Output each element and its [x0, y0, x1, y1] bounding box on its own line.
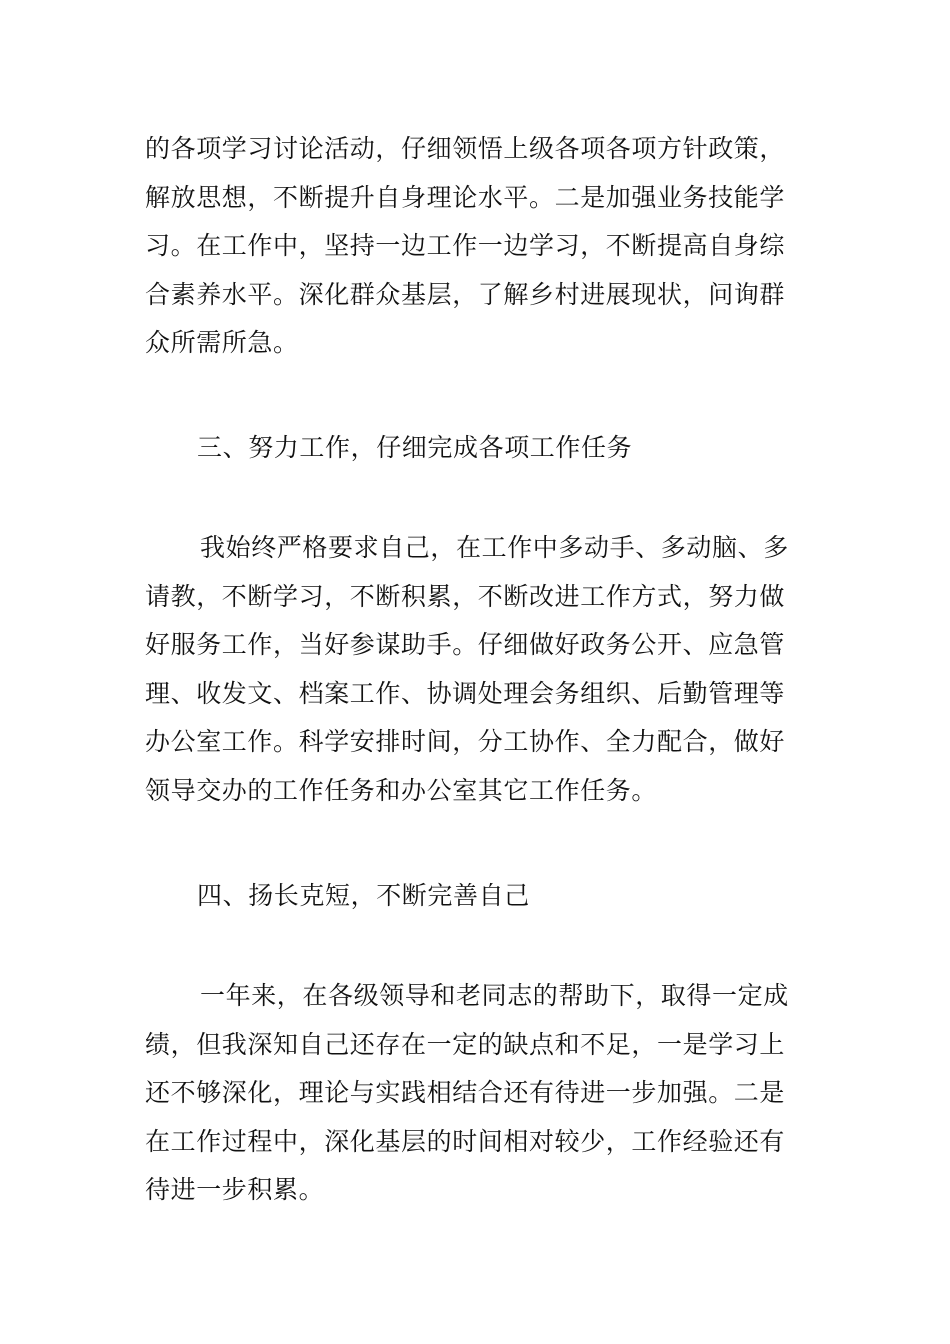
paragraph-work	[145, 524, 815, 815]
section-heading-three	[145, 424, 815, 473]
paragraph-line: 绩，但我深知自己还存在一定的缺点和不足，一是学习上	[145, 1029, 786, 1059]
paragraph-line: 众所需所急。	[145, 328, 299, 357]
section-heading-text: 四、扬长克短，不断完善自己	[197, 881, 530, 910]
paragraph-line: 解放思想，不断提升自身理论水平。二是加强业务技能学	[145, 182, 786, 212]
paragraph-line: 一年来，在各级领导和老同志的帮助下，取得一定成	[200, 981, 789, 1010]
paragraph-improvement	[145, 972, 815, 1215]
paragraph-study	[145, 125, 815, 368]
paragraph-line: 待进一步积累。	[145, 1175, 325, 1204]
paragraph-line: 好服务工作，当好参谋助手。仔细做好政务公开、应急管	[145, 630, 786, 659]
paragraph-line: 理、收发文、档案工作、协调处理会务组织、后勤管理等	[145, 678, 786, 708]
paragraph-line: 我始终严格要求自己，在工作中多动手、多动脑、多	[200, 533, 789, 562]
section-heading-text: 三、努力工作，仔细完成各项工作任务	[197, 433, 633, 462]
paragraph-line: 办公室工作。科学安排时间，分工协作、全力配合，做好	[145, 727, 786, 756]
paragraph-line: 在工作过程中，深化基层的时间相对较少，工作经验还有	[145, 1126, 786, 1156]
paragraph-line: 合素养水平。深化群众基层，了解乡村进展现状，问询群	[145, 279, 786, 309]
section-heading-four	[145, 872, 815, 921]
paragraph-line: 的各项学习讨论活动，仔细领悟上级各项各项方针政策，	[145, 134, 786, 163]
paragraph-line: 请教，不断学习，不断积累，不断改进工作方式，努力做	[145, 581, 786, 611]
paragraph-line: 领导交办的工作任务和办公室其它工作任务。	[145, 775, 658, 805]
paragraph-line: 习。在工作中，坚持一边工作一边学习，不断提高自身综	[145, 231, 786, 260]
paragraph-line: 还不够深化，理论与实践相结合还有待进一步加强。二是	[145, 1078, 786, 1107]
